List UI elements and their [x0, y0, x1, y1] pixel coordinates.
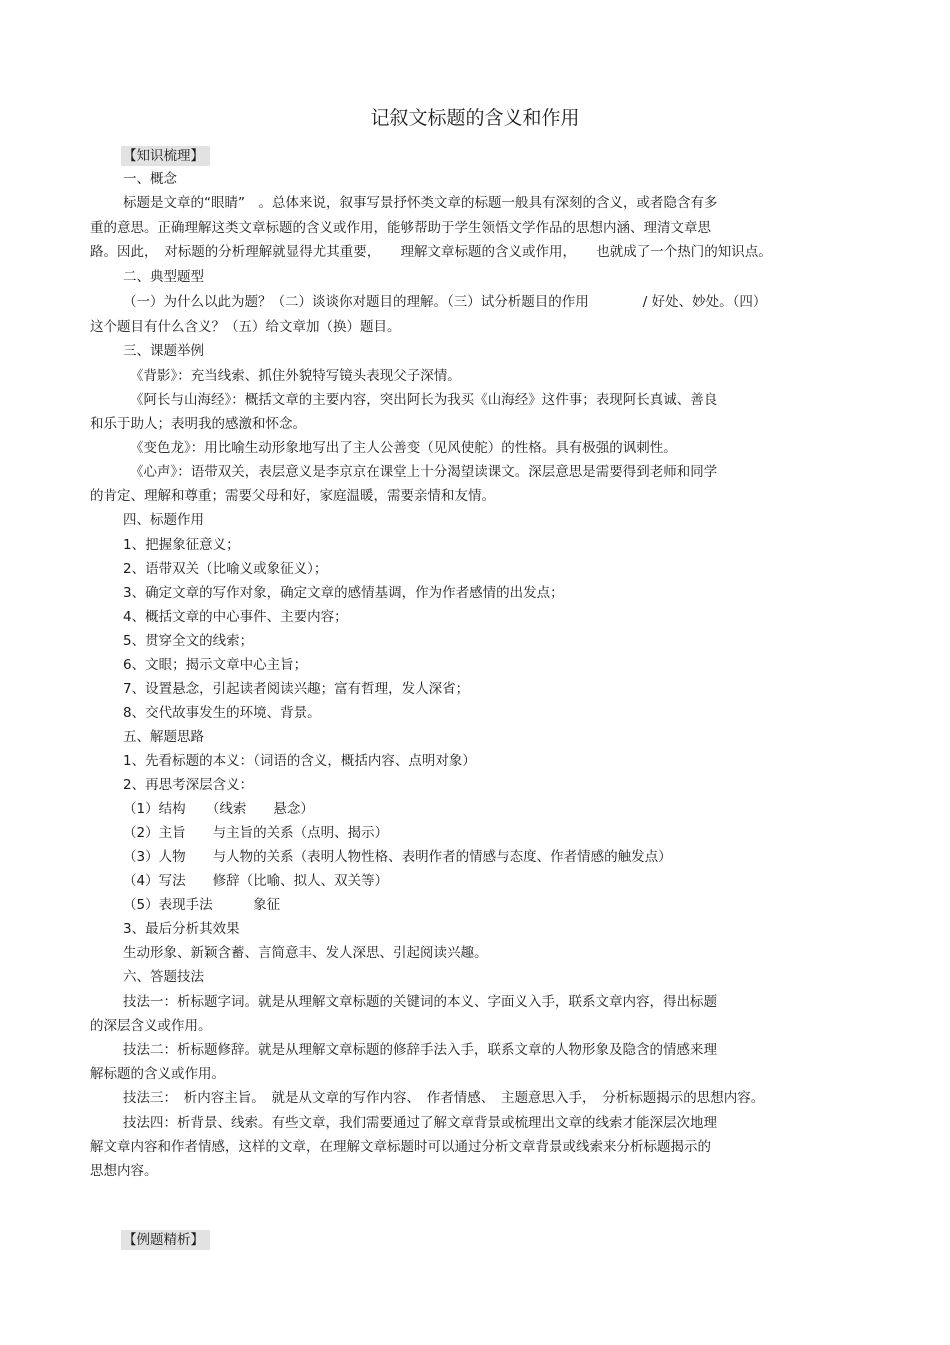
text-line: 这个题目有什么含义？（五）给文章加（换）题目。 — [90, 319, 401, 335]
heading-title-functions: 四、标题作用 — [123, 512, 204, 528]
list-item: 3、确定文章的写作对象，确定文章的感情基调，作为作者感情的出发点； — [123, 585, 564, 601]
text-line: 思想内容。 — [90, 1163, 158, 1179]
text-line: 标题是文章的“眼睛” 。总体来说，叙事写景抒怀类文章的标题一般具有深刻的含义，或者隐含有多 — [123, 195, 718, 211]
list-item: 4、概括文章的中心事件、主要内容； — [123, 609, 348, 625]
text-line: 《变色龙》：用比喻生动形象地写出了主人公善变（见风使舵）的性格。具有极强的讽刺性。 — [130, 440, 677, 456]
heading-solution-approach: 五、解题思路 — [123, 729, 204, 745]
text-line: 的深层含义或作用。 — [90, 1018, 212, 1034]
list-item: 5、贯穿全文的线索； — [123, 633, 254, 649]
heading-answer-techniques: 六、答题技法 — [123, 969, 204, 985]
text-line: 技法二：析标题修辞。就是从理解文章标题的修辞手法入手，联系文章的人物形象及隐含的情感来理 — [123, 1042, 717, 1058]
text-line: 路。因此， 对标题的分析理解就显得尤其重要， 理解文章标题的含义或作用， 也就成了一个热门的知识点。 — [90, 244, 772, 260]
heading-concept: 一、概念 — [123, 171, 177, 187]
text-line: 技法四：析背景、线索。有些文章，我们需要通过了解文章背景或梳理出文章的线索才能深层次地理 — [123, 1115, 717, 1131]
sub-item: （1）结构 （线索 悬念） — [123, 801, 314, 817]
list-item: 7、设置悬念，引起读者阅读兴趣；富有哲理，发人深省； — [123, 681, 470, 697]
text-line: 技法一：析标题字词。就是从理解文章标题的关键词的本义、字面义入手，联系文章内容，得出标题 — [123, 994, 717, 1010]
text-line: 《心声》：语带双关，表层意义是李京京在课堂上十分渴望读课文。深层意思是需要得到老师和同学 — [130, 464, 718, 480]
text-line: （一）为什么以此为题？（二）谈谈你对题目的理解。（三）试分析题目的作用 / 好处、妙处。（四） — [123, 294, 767, 310]
sub-item: （4）写法 修辞（比喻、拟人、双关等） — [123, 873, 389, 889]
text-line: 和乐于助人；表明我的感激和怀念。 — [90, 416, 306, 432]
text-line: 生动形象、新颖含蓄、言简意丰、发人深思、引起阅读兴趣。 — [123, 945, 488, 961]
heading-question-types: 二、典型题型 — [123, 269, 204, 285]
list-item: 6、文眼；揭示文章中心主旨； — [123, 657, 308, 673]
heading-examples: 三、课题举例 — [123, 343, 204, 359]
list-item: 2、语带双关（比喻义或象征义）； — [123, 561, 328, 577]
list-item: 1、先看标题的本义：（词语的含义，概括内容、点明对象） — [123, 753, 476, 769]
section-tag-examples: 【例题精析】 — [121, 1230, 210, 1250]
page-title: 记叙文标题的含义和作用 — [370, 107, 580, 129]
sub-item: （5）表现手法 象征 — [123, 897, 281, 913]
text-line: 的肯定、理解和尊重；需要父母和好，家庭温暖，需要亲情和友情。 — [90, 488, 495, 504]
list-item: 3、最后分析其效果 — [123, 921, 240, 937]
text-line: 技法三： 析内容主旨。 就是从文章的写作内容、 作者情感、 主题意思入手， 分析标题揭示的思想内容。 — [123, 1090, 765, 1106]
section-tag-knowledge: 【知识梳理】 — [121, 146, 210, 166]
list-item: 1、把握象征意义； — [123, 537, 240, 553]
text-line: 解文章内容和作者情感，这样的文章，在理解文章标题时可以通过分析文章背景或线索来分析标题揭示的 — [90, 1139, 711, 1155]
text-line: 《阿长与山海经》：概括文章的主要内容，突出阿长为我买《山海经》这件事；表现阿长真诚、善良 — [130, 392, 718, 408]
sub-item: （2）主旨 与主旨的关系（点明、揭示） — [123, 825, 389, 841]
sub-item: （3）人物 与人物的关系（表明人物性格、表明作者的情感与态度、作者情感的触发点） — [123, 849, 672, 865]
text-line: 解标题的含义或作用。 — [90, 1066, 225, 1082]
list-item: 8、交代故事发生的环境、背景。 — [123, 705, 321, 721]
text-line: 重的意思。正确理解这类文章标题的含义或作用，能够帮助于学生领悟文学作品的思想内涵、理清文章思 — [90, 220, 711, 236]
text-line: 《背影》：充当线索、抓住外貌特写镜头表现父子深情。 — [130, 368, 461, 384]
list-item: 2、再思考深层含义： — [123, 777, 254, 793]
